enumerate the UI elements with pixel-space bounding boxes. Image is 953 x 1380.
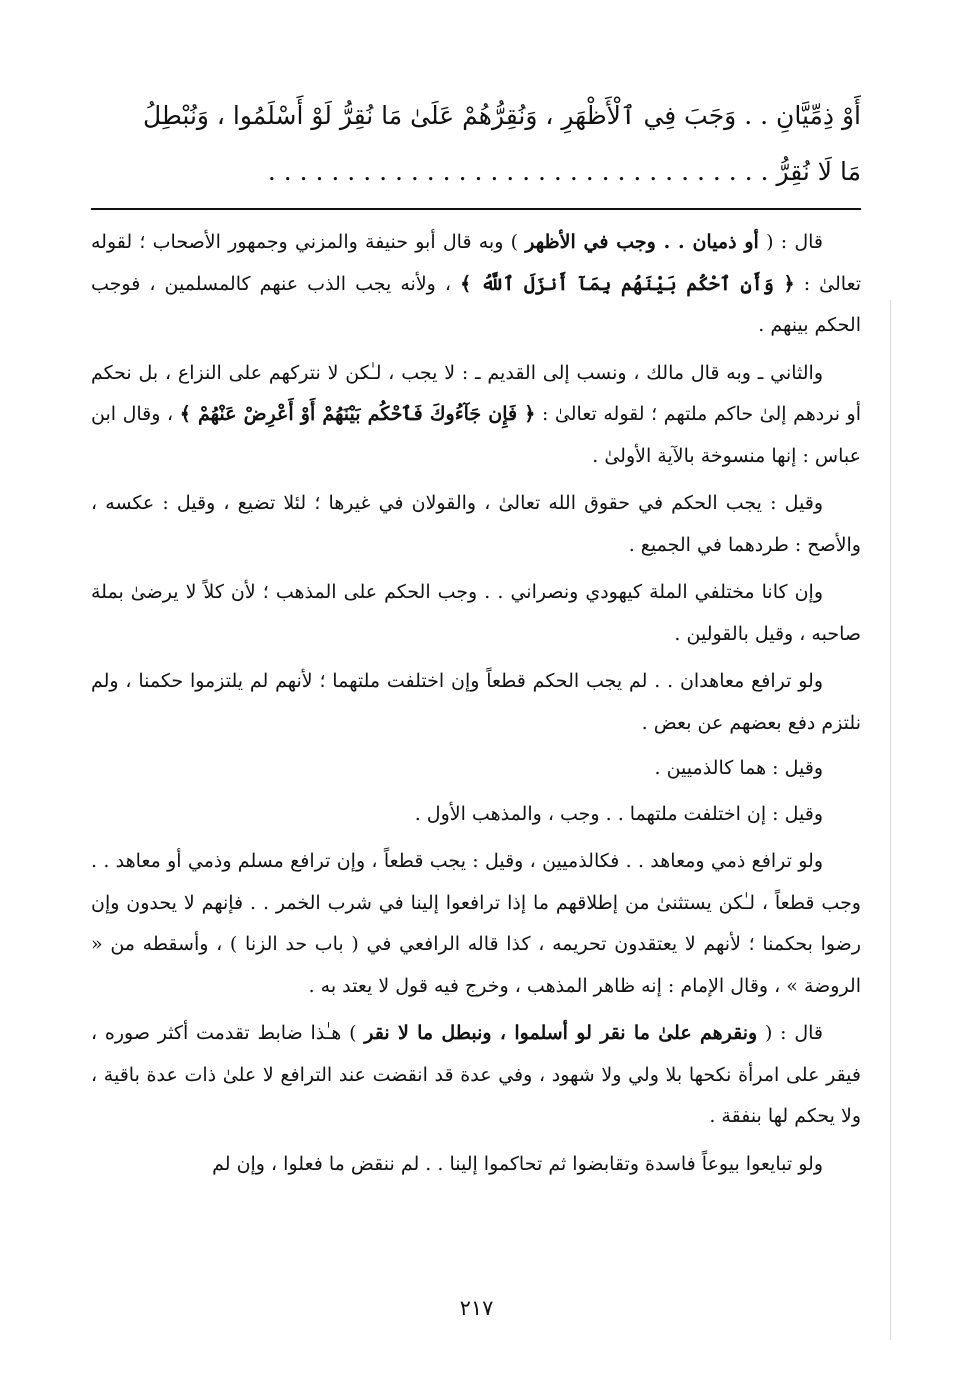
separator-rule (91, 208, 861, 210)
qala-label: قال : ( (765, 1022, 823, 1044)
commentary-paragraph: وقيل : يجب الحكم في حقوق الله تعالىٰ ، والقولان في غيرها ؛ لئلا تضيع ، وقيل : عكسه ، والأصح : طردهما في الجميع . (91, 492, 861, 556)
commentary-paragraph: وقيل : هما كالذميين . (654, 757, 823, 779)
commentary-paragraph: وقيل : إن اختلفت ملتهما . . وجب ، والمذهب الأول . (414, 802, 823, 825)
paragraph-text: ، وقال ابن عباس : إنها منسوخة بالآية الأولىٰ . (91, 403, 861, 467)
scan-edge-line (890, 300, 891, 1340)
commentary-paragraph: ولو تبايعوا بيوعاً فاسدة وتقابضوا ثم تحاكموا إلينا . . لم ننقض ما فعلوا ، وإن لم (212, 1152, 823, 1175)
paragraph-text: ، ولأنه يجب الذب عنهم كالمسلمين ، فوجب الحكم بينهم . (91, 272, 861, 336)
quran-verse: ﴿ وَأَنِ ٱحْكُم بَيْنَهُم بِمَآ أَنزَلَ ٱللَّهُ ﴾ (460, 272, 795, 295)
paragraph-text: والثاني ـ وبه قال مالك ، ونسب إلى القديم ـ : لا يجب ، لـٰكن لا نتركهم على النزاع ، بل نحكم أو نردهم إلىٰ حاكم ملتهم ؛ لقوله تعالىٰ : (91, 361, 862, 425)
qala-label: قال : ( (766, 231, 823, 253)
paragraph-text: ) وبه قال أبو حنيفة والمزني وجمهور الأصحاب ؛ لقوله تعالىٰ : (91, 231, 862, 295)
commentary-paragraph (91, 222, 861, 347)
commentary-paragraph: ولو ترافع معاهدان . . لم يجب الحكم قطعاً وإن اختلفت ملتهما ؛ لأنهم لم يلتزموا حكمنا ، ولم نلتزم دفع بعضهم عن بعض . (91, 670, 861, 734)
paragraph-text: ) هـٰذا ضابط تقدمت أكثر صوره ، فيقر على امرأة نكحها بلا ولي ولا شهود ، وفي عدة قد انقضت عند الترافع لا علىٰ ذات عدة باقية ، ولا يحكم لها بنفقة . (91, 1022, 861, 1127)
commentary-paragraph (91, 1013, 861, 1138)
commentary-paragraph: ولو ترافع ذمي ومعاهد . . فكالذميين ، وقيل : يجب قطعاً ، وإن ترافع مسلم وذمي أو معاهد . . وجب قطعاً ، لـٰكن يستثنىٰ من إطلاقهم ما إذا ترافعوا إلينا في شرب الخمر . . فإنهم لا يحدون وإن رضوا بحكمنا ؛ لأنهم لا يعتقدون تحريمه ، كذا قاله الرافعي في ( باب حد الزنا ) ، وأسقطه من « الروضة » ، وقال الإمام : إنه ظاهر المذهب ، وخرج فيه قول لا يعتد به . (91, 850, 861, 997)
quran-verse: ﴿ فَإِن جَآءُوكَ فَٱحْكُم بَيْنَهُمْ أَوْ أَعْرِضْ عَنْهُمْ ﴾ (179, 403, 536, 425)
commentary-text (91, 222, 861, 1185)
page-number: ٢١٧ (459, 1296, 494, 1320)
matn-line: أَوْ ذِمِّيَّانِ . . وَجَبَ فِي ٱلْأَظْهَرِ ، وَنُقِرُّهُمْ عَلَىٰ مَا نُقِرُّ لَوْ أَسْلَمُوا ، وَنُبْطِلُ (142, 101, 861, 130)
matn-quote: أو ذميان . . وجب في الأظهر (525, 231, 759, 253)
commentary-paragraph (91, 353, 861, 478)
matn-line: مَا لَا نُقِرُّ . . . . . . . . . . . . . . . . . . . . . . . . . . . . . . . . (267, 157, 861, 186)
commentary-paragraph: وإن كانا مختلفي الملة كيهودي ونصراني . . وجب الحكم على المذهب ؛ لأن كلاً لا يرضىٰ بملة صاحبه ، وقيل بالقولين . (91, 581, 861, 645)
matn-quote: ونقرهم علىٰ ما نقر لو أسلموا ، ونبطل ما لا نقر (364, 1022, 758, 1044)
matn-text (91, 88, 861, 200)
